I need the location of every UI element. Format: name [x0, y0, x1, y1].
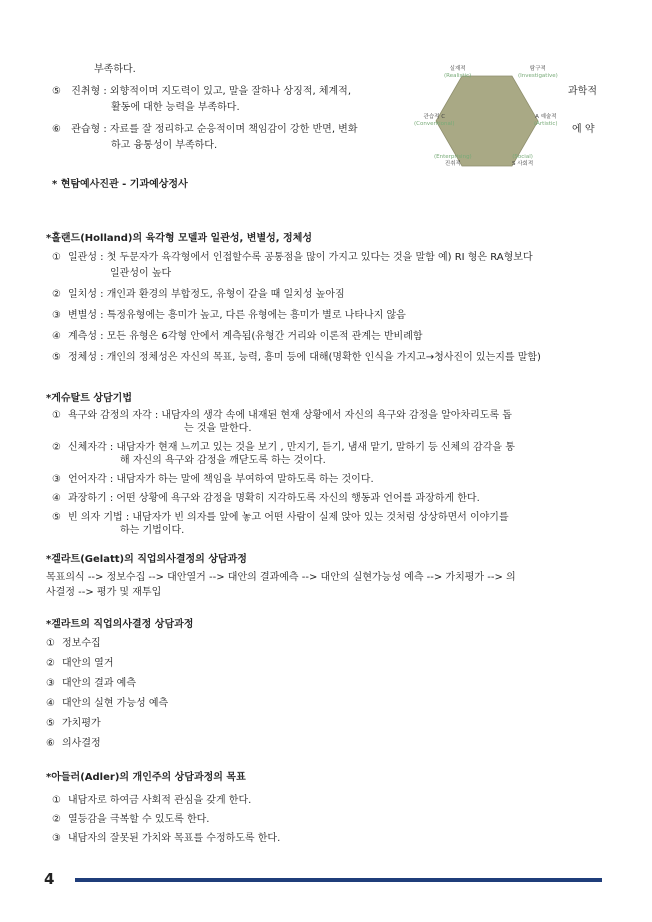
- item-text: 언어자각 : 내담자가 하는 말에 책임을 부여하여 말하도록 하는 것이다.: [68, 474, 374, 485]
- list-item: [46, 654, 113, 669]
- list-item: [52, 120, 358, 135]
- section-heading-gestalt: *게슈탈트 상담기법: [46, 393, 132, 404]
- item-text: 일관성 : 첫 두문자가 육각형에서 인접할수록 공통점을 많이 가지고 있다는 것을 말함 예) RI 형은 RA형보다: [68, 252, 533, 263]
- item-text: 가치평가: [62, 718, 101, 729]
- item-text: 정보수집: [62, 638, 101, 649]
- item-text-cont: 하는 기법이다.: [120, 525, 185, 536]
- item-number: ④: [52, 331, 61, 342]
- hex-label-top-right: 탐구적 (Investigative): [518, 66, 558, 79]
- item-text: 빈 의자 기법 : 내담자가 빈 의자를 앞에 놓고 어떤 사람이 실제 앉아 있는 것처럼 상상하면서 이야기를: [68, 512, 509, 523]
- item-number: ②: [46, 658, 55, 669]
- item-text: 관습형 : 자료를 잘 정리하고 순응적이며 책임감이 강한 반면, 변화: [71, 124, 358, 135]
- list-item: [52, 306, 406, 321]
- hex-label-right: A 예술적 (Artistic): [534, 114, 558, 127]
- item-text: 변별성 : 특정유형에는 흥미가 높고, 다른 유형에는 흥미가 별로 나타나지 않음: [68, 310, 406, 321]
- item-text-tail: 과학적: [568, 86, 597, 97]
- list-item: [52, 82, 351, 97]
- footer-rule: [75, 878, 602, 882]
- hex-label-bottom-right: (Social) S 사회적: [512, 154, 534, 167]
- list-item: [46, 734, 101, 749]
- page-number: 4: [44, 870, 55, 888]
- item-text: 계측성 : 모든 유형은 6각형 안에서 계측됨(유형간 거리와 이론적 관계는 반비례함: [68, 331, 423, 342]
- item-number: ③: [52, 833, 61, 844]
- item-number: ⑥: [46, 738, 55, 749]
- item-number: ③: [52, 310, 61, 321]
- item-number: ②: [52, 814, 61, 825]
- section-heading-holland: *홀랜드(Holland)의 육각형 모델과 일관성, 변별성, 정체성: [46, 233, 313, 244]
- item-number: ①: [52, 252, 61, 263]
- hex-label-left: 관습적 C (Conventional): [414, 114, 455, 127]
- list-item: [46, 674, 136, 689]
- list-item: [46, 694, 168, 709]
- list-item: [52, 489, 480, 504]
- item-number: ④: [46, 698, 55, 709]
- item-number: ⑤: [52, 512, 61, 523]
- list-item: [52, 810, 209, 825]
- list-item: [52, 406, 512, 421]
- item-text: 내담자의 잘못된 가치와 목표를 수정하도록 한다.: [68, 833, 281, 844]
- list-item: [52, 470, 374, 485]
- item-text-cont: 하고 융통성이 부족하다.: [111, 140, 218, 151]
- section-heading-gelatt-process: *겔라트의 직업의사결정 상담과정: [46, 619, 194, 630]
- continuation-line: 부족하다.: [94, 64, 136, 75]
- section-heading-gelatt: *겔라트(Gelatt)의 직업의사결정의 상담과정: [46, 554, 247, 565]
- item-number: ⑤: [52, 352, 61, 363]
- section-heading-adler: *아들러(Adler)의 개인주의 상담과정의 목표: [46, 772, 246, 783]
- item-number: ①: [52, 795, 61, 806]
- item-text-cont: 일관성이 높다: [110, 268, 172, 279]
- item-text: 의사결정: [62, 738, 101, 749]
- item-number: ③: [52, 474, 61, 485]
- item-number: ⑥: [52, 124, 61, 135]
- list-item: [52, 348, 541, 363]
- item-number: ⑤: [52, 86, 61, 97]
- hex-label-bottom-left: (Enterprising) 진취적: [434, 154, 472, 167]
- item-text: 일치성 : 개인과 환경의 부합정도, 유형이 같을 때 일치성 높아짐: [68, 289, 345, 300]
- item-number: ①: [46, 638, 55, 649]
- list-item: [52, 829, 280, 844]
- item-number: ②: [52, 289, 61, 300]
- item-number: ④: [52, 493, 61, 504]
- item-text-cont: 는 것을 말한다.: [184, 423, 252, 434]
- item-number: ②: [52, 442, 61, 453]
- item-text: 대안의 결과 예측: [62, 678, 136, 689]
- holland-hexagon-figure: [414, 62, 600, 180]
- item-text: 대안의 실현 가능성 예측: [62, 698, 169, 709]
- gelatt-process-line: 목표의식 --> 정보수집 --> 대안열거 --> 대안의 결과예측 --> 대안의 실현가능성 예측 --> 가치평가 --> 의: [46, 572, 516, 583]
- list-item: [52, 327, 423, 342]
- list-item: [46, 634, 101, 649]
- item-number: ⑤: [46, 718, 55, 729]
- list-item: [52, 285, 345, 300]
- item-number: ③: [46, 678, 55, 689]
- item-text: 내담자로 하여금 사회적 관심을 갖게 한다.: [68, 795, 252, 806]
- list-item: [46, 714, 101, 729]
- item-text: 대안의 열거: [62, 658, 114, 669]
- list-item: [52, 248, 533, 263]
- gelatt-process-line-cont: 사결정 --> 평가 및 재투입: [46, 587, 162, 598]
- item-text-cont: 해 자신의 욕구와 감정을 깨닫도록 하는 것이다.: [120, 455, 326, 466]
- item-text-tail: 에 약: [572, 124, 595, 135]
- hex-label-top-left: 실재적 (Realistic): [444, 66, 472, 79]
- item-text: 정체성 : 개인의 정체성은 자신의 목표, 능력, 흥미 등에 대해(명확한 인식을 가지고→청사진이 있는지를 말함): [68, 352, 541, 363]
- item-text: 진취형 : 외향적이며 지도력이 있고, 말을 잘하나 상징적, 체계적,: [71, 86, 352, 97]
- item-text: 열등감을 극복할 수 있도록 한다.: [68, 814, 210, 825]
- item-number: ①: [52, 410, 61, 421]
- item-text: 과장하기 : 어떤 상황에 욕구와 감정을 명확히 지각하도록 자신의 행동과 언어를 과장하게 한다.: [68, 493, 480, 504]
- exam-note: * 현탐예사진관 - 기과예상정사: [52, 179, 188, 190]
- item-text: 신체자각 : 내담자가 현재 느끼고 있는 것을 보기 , 만지기, 듣기, 냄새 맡기, 말하기 등 신체의 감각을 통: [68, 442, 515, 453]
- list-item: [52, 791, 251, 806]
- item-text-cont: 활동에 대한 능력을 부족하다.: [111, 102, 240, 113]
- item-text: 욕구와 감정의 자각 : 내담자의 생각 속에 내재된 현재 상황에서 자신의 욕구와 감정을 알아차리도록 돕: [68, 410, 512, 421]
